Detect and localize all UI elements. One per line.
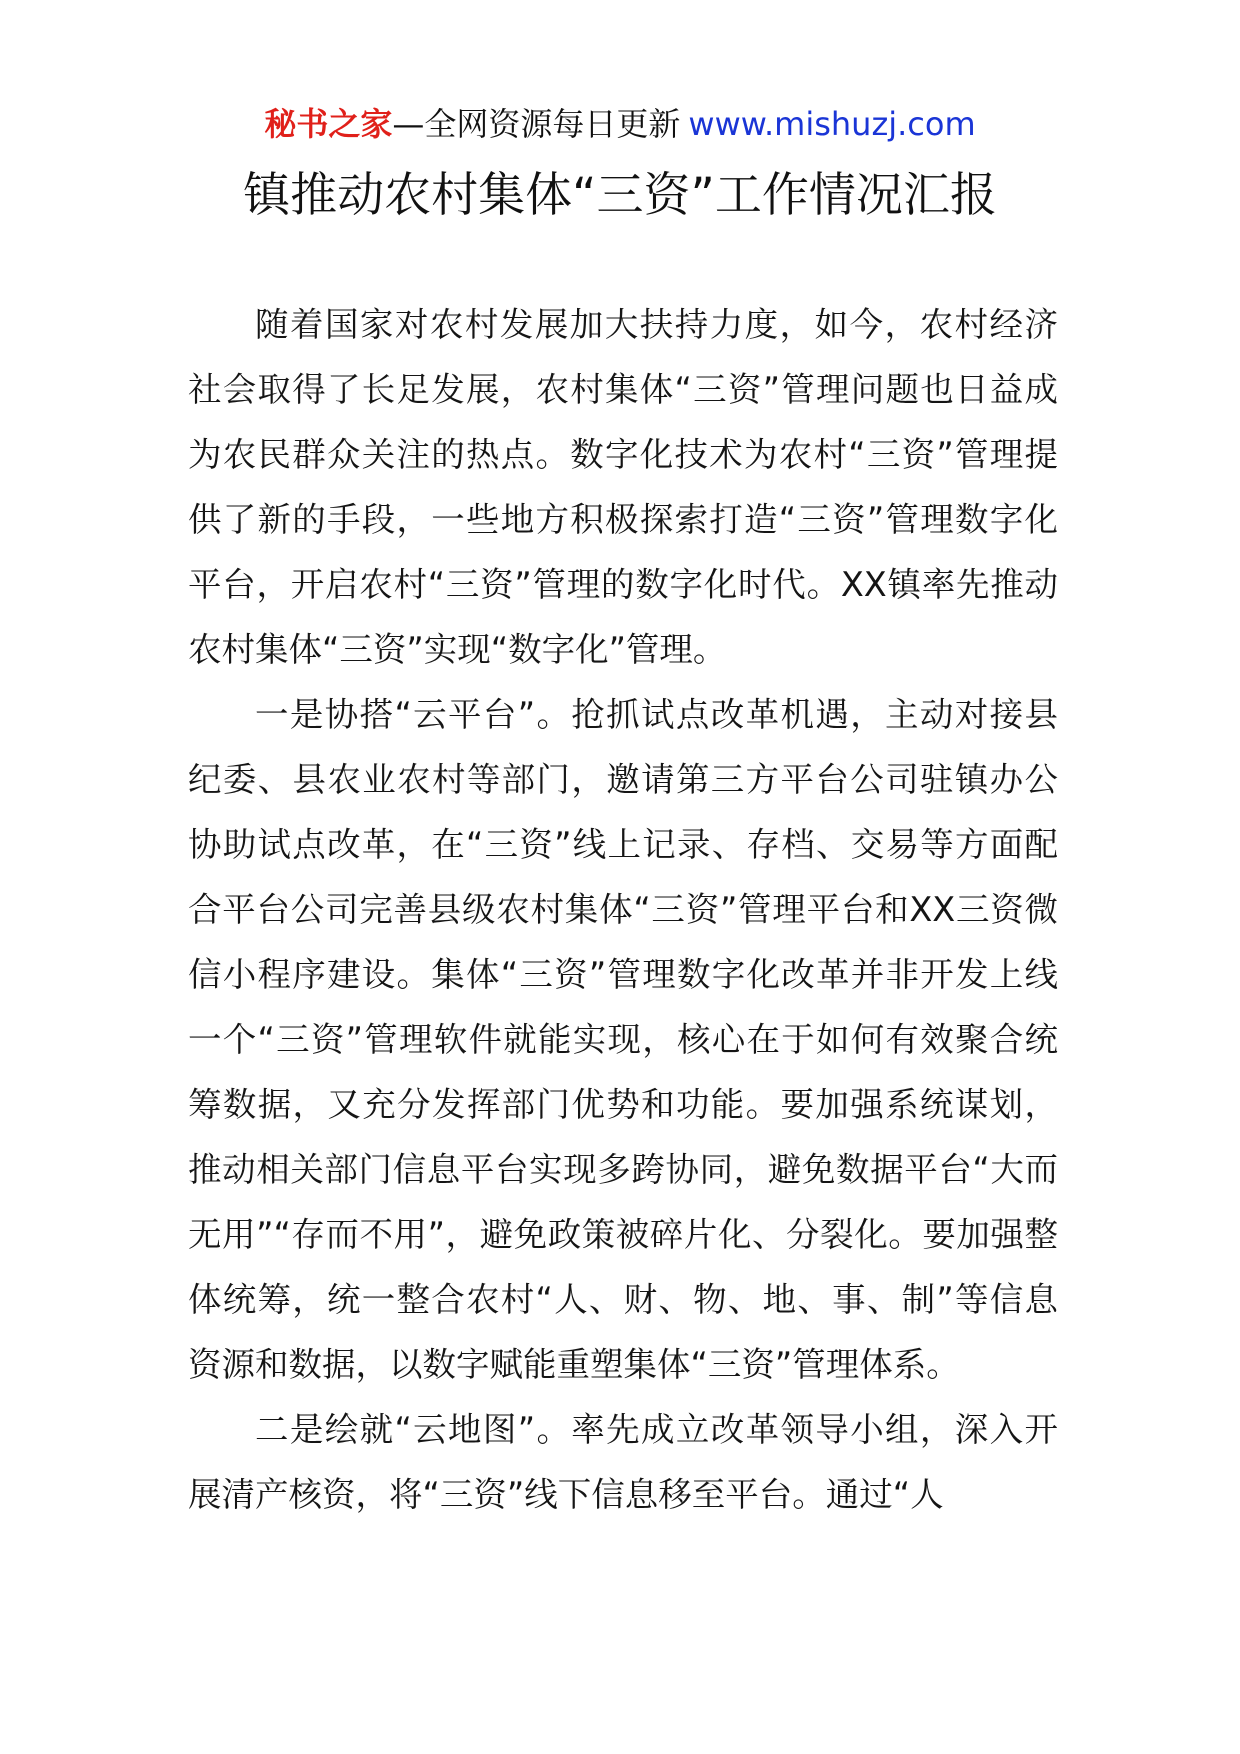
watermark-header [0,102,1240,146]
brand-name: 秘书之家 [264,105,393,143]
paragraph-cloud-map: 二是绘就“云地图”。率先成立改革领导小组，深入开展清产核资，将“三资”线下信息移至平台。通过“人 [188,1410,1058,1514]
document-title: 镇推动农村集体“三资”工作情况汇报 [243,168,997,223]
header-tagline: —全网资源每日更新 [392,105,681,143]
website-link[interactable]: www.mishuzj.com [688,105,976,143]
paragraph-cloud-platform: 一是协搭“云平台”。抢抓试点改革机遇，主动对接县纪委、县农业农村等部门，邀请第三方平台公司驻镇办公协助试点改革，在“三资”线上记录、存档、交易等方面配合平台公司完善县级农村集体“三资”管理平台和XX三资微信小程序建设。集体“三资”管理数字化改革并非开发上线一个“三资”管理软件就能实现，核心在于如何有效聚合统筹数据，又充分发挥部门优势和功能。要加强系统谋划，推动相关部门信息平台实现多跨协同，避免数据平台“大而无用”“存而不用”，避免政策被碎片化、分裂化。要加强整体统筹，统一整合农村“人、财、物、地、事、制”等信息资源和数据，以数字赋能重塑集体“三资”管理体系。 [188,695,1058,1384]
paragraph-intro: 随着国家对农村发展加大扶持力度，如今，农村经济社会取得了长足发展，农村集体“三资”管理问题也日益成为农民群众关注的热点。数字化技术为农村“三资”管理提供了新的手段，一些地方积极探索打造“三资”管理数字化平台，开启农村“三资”管理的数字化时代。XX镇率先推动农村集体“三资”实现“数字化”管理。 [188,305,1058,669]
document-body [188,292,1058,1527]
